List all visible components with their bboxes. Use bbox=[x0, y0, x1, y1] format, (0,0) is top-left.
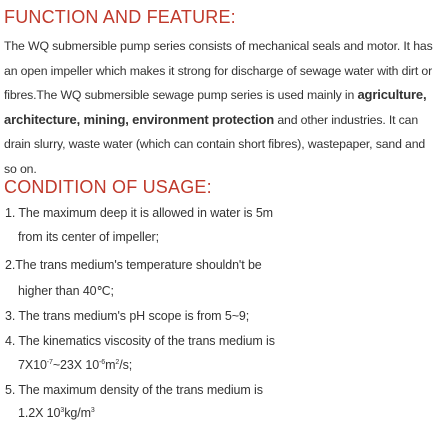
viscosity-exponent-2: -6 bbox=[99, 359, 106, 366]
viscosity-unit-per-s: /s; bbox=[119, 358, 133, 372]
density-value: 1.2X 10 bbox=[18, 406, 61, 420]
paragraph-bold-text: agriculture, architecture, mining, environment protection bbox=[4, 87, 427, 127]
usage-item-1-line-2: from its center of impeller; bbox=[18, 230, 159, 244]
viscosity-unit-exponent: 2 bbox=[115, 359, 120, 366]
usage-item-2-line-1: 2.The trans medium's temperature shouldn't be bbox=[5, 258, 262, 272]
usage-item-4-line-1: 4. The kinematics viscosity of the trans medium is bbox=[5, 334, 275, 348]
usage-item-4-line-2 bbox=[18, 358, 132, 372]
usage-item-5-line-1: 5. The maximum density of the trans medium is bbox=[5, 383, 263, 397]
usage-item-5-line-2 bbox=[18, 406, 95, 420]
paragraph-tail-text: and other industries. It can drain slurry, waste water (which can contain short fibres), wastepaper, sand and so on. bbox=[4, 112, 426, 176]
viscosity-value-b: ~23X 10 bbox=[52, 358, 100, 372]
paragraph-lead-text: The WQ submersible pump series consists of mechanical seals and motor. It has an open impeller which makes it strong for discharge of sewage water with dirt or fibres.The WQ submersible sewage pump series is used mainly in bbox=[4, 39, 433, 103]
usage-item-2-line-2: higher than 40℃; bbox=[18, 284, 114, 298]
density-unit-exponent: 3 bbox=[90, 407, 95, 414]
viscosity-value-a: 7X10 bbox=[18, 358, 47, 372]
density-exponent: 3 bbox=[60, 407, 65, 414]
density-unit: kg/m bbox=[64, 406, 91, 420]
viscosity-exponent-1: -7 bbox=[46, 359, 53, 366]
function-feature-heading: FUNCTION AND FEATURE: bbox=[4, 7, 236, 27]
function-feature-paragraph bbox=[4, 34, 437, 182]
viscosity-unit-m: m bbox=[105, 358, 116, 372]
usage-item-3-line-1: 3. The trans medium's pH scope is from 5~9; bbox=[5, 309, 250, 323]
condition-usage-heading: CONDITION OF USAGE: bbox=[4, 177, 212, 197]
usage-item-1-line-1: 1. The maximum deep it is allowed in water is 5m bbox=[5, 206, 273, 220]
